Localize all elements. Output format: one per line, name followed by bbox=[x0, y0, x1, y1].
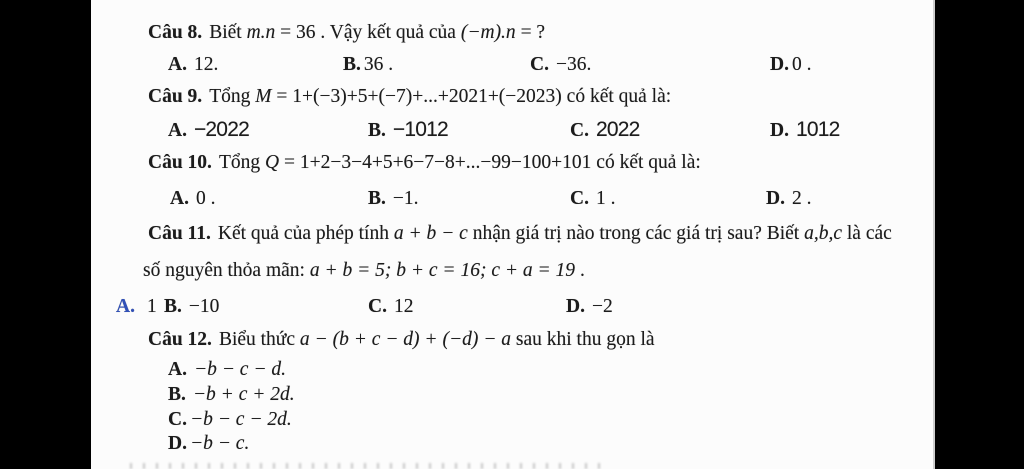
option-letter: B. bbox=[168, 384, 186, 405]
math-expression-abc: a + b − c bbox=[393, 223, 468, 244]
option-value: 1 bbox=[146, 296, 157, 317]
question-11-text-3: là các bbox=[842, 223, 892, 244]
question-11-option-c bbox=[368, 296, 413, 318]
question-11-options bbox=[0, 296, 1024, 322]
question-11-option-a-selected bbox=[116, 296, 157, 318]
question-9-text-1: Tổng bbox=[209, 86, 256, 107]
question-10-option-d bbox=[766, 188, 811, 210]
question-11-text-4: số nguyên thỏa mãn: bbox=[143, 260, 310, 281]
option-letter: A. bbox=[168, 359, 187, 380]
math-expression-neg-mn: (−m).n bbox=[460, 22, 516, 43]
option-letter: C. bbox=[570, 188, 589, 209]
question-8-label: Câu 8. bbox=[148, 22, 203, 43]
option-letter: A. bbox=[170, 188, 189, 209]
question-8-text-1: Biết bbox=[209, 22, 247, 43]
option-letter: A. bbox=[168, 120, 187, 141]
math-expression-abcd: a − (b + c − d) + (−d) − a bbox=[299, 329, 512, 350]
question-11-text-1: Kết quả của phép tính bbox=[217, 223, 394, 244]
question-8-option-a bbox=[168, 54, 218, 76]
option-value: 2022 bbox=[595, 118, 640, 141]
math-variables-abc: a,b,c bbox=[804, 223, 843, 244]
question-9-option-d bbox=[770, 118, 840, 142]
question-11-line-1 bbox=[148, 221, 892, 247]
option-value: −b − c − d. bbox=[193, 359, 286, 380]
option-value: 2 . bbox=[791, 188, 812, 209]
option-letter: A. bbox=[168, 54, 187, 75]
math-expression-mn: m.n bbox=[246, 22, 276, 43]
option-letter: D. bbox=[168, 433, 187, 454]
option-value: −b − c. bbox=[189, 433, 250, 454]
option-value: 36 . bbox=[363, 54, 394, 75]
question-12-label: Câu 12. bbox=[148, 329, 212, 350]
question-10-option-c bbox=[570, 188, 615, 210]
option-value: −2 bbox=[591, 296, 613, 317]
option-letter: B. bbox=[343, 54, 361, 75]
option-value: −10 bbox=[188, 296, 220, 317]
option-value: 12. bbox=[193, 54, 219, 75]
question-12-option-c bbox=[168, 407, 292, 433]
option-value: 12 bbox=[393, 296, 414, 317]
question-8-option-c bbox=[530, 54, 591, 76]
option-letter: D. bbox=[766, 188, 785, 209]
question-12-option-d bbox=[168, 431, 249, 457]
question-12-text-2: sau khi thu gọn là bbox=[511, 329, 655, 350]
option-value: −b + c + 2d. bbox=[192, 384, 295, 405]
option-letter: C. bbox=[168, 409, 187, 430]
option-letter: D. bbox=[770, 120, 789, 141]
option-value: −1012 bbox=[392, 118, 448, 141]
math-variable-Q: Q bbox=[264, 152, 280, 173]
question-12-option-a bbox=[168, 357, 286, 383]
question-9-option-b bbox=[368, 118, 448, 142]
question-10-text-1: Tổng bbox=[218, 152, 265, 173]
question-11-option-d bbox=[566, 296, 613, 318]
option-letter: B. bbox=[368, 188, 386, 209]
option-value: 1012 bbox=[795, 118, 840, 141]
option-value: 0 . bbox=[791, 54, 812, 75]
question-10-line bbox=[148, 150, 701, 176]
question-12-option-b bbox=[168, 382, 295, 408]
question-9-option-c bbox=[570, 118, 640, 142]
question-11-text-5: . bbox=[575, 260, 585, 281]
question-10-options bbox=[0, 188, 1024, 214]
question-10-option-b bbox=[368, 188, 419, 210]
option-letter: D. bbox=[770, 54, 789, 75]
option-value: −1. bbox=[392, 188, 419, 209]
question-10-text-2: = 1+2−3−4+5+6−7−8+...−99−100+101 có kết quả là: bbox=[279, 152, 701, 173]
question-11-option-b bbox=[164, 296, 219, 318]
option-value: −2022 bbox=[193, 118, 249, 141]
question-9-label: Câu 9. bbox=[148, 86, 203, 107]
option-letter: B. bbox=[164, 296, 182, 317]
question-12-line bbox=[148, 327, 655, 353]
option-value: 1 . bbox=[595, 188, 616, 209]
option-letter: B. bbox=[368, 120, 386, 141]
option-value: −b − c − 2d. bbox=[189, 409, 292, 430]
option-letter: D. bbox=[566, 296, 585, 317]
question-8-option-b bbox=[343, 54, 393, 76]
option-letter-highlighted: A. bbox=[116, 296, 135, 317]
question-11-line-2 bbox=[143, 258, 585, 284]
question-11-text-2: nhận giá trị nào trong các giá trị sau? Biết bbox=[467, 223, 805, 244]
question-12-text-1: Biểu thức bbox=[218, 329, 300, 350]
question-9-options bbox=[0, 118, 1024, 144]
option-letter: C. bbox=[368, 296, 387, 317]
question-11-label: Câu 11. bbox=[148, 223, 211, 244]
question-8-text-3: = ? bbox=[515, 22, 546, 43]
question-9-option-a bbox=[168, 118, 249, 142]
question-10-option-a bbox=[170, 188, 215, 210]
question-8-option-d bbox=[770, 54, 811, 76]
question-8-line bbox=[148, 20, 545, 46]
question-9-line bbox=[148, 84, 671, 110]
option-letter: C. bbox=[530, 54, 549, 75]
option-value: −36. bbox=[555, 54, 592, 75]
option-letter: C. bbox=[570, 120, 589, 141]
math-equations: a + b = 5; b + c = 16; c + a = 19 bbox=[309, 260, 576, 281]
question-8-options bbox=[0, 54, 1024, 80]
clipped-next-line-artifact bbox=[130, 463, 600, 469]
option-value: 0 . bbox=[195, 188, 216, 209]
question-9-text-2: = 1+(−3)+5+(−7)+...+2021+(−2023) có kết quả là: bbox=[271, 86, 672, 107]
question-10-label: Câu 10. bbox=[148, 152, 212, 173]
math-variable-M: M bbox=[255, 86, 272, 107]
question-8-text-2: = 36 . Vậy kết quả của bbox=[275, 22, 461, 43]
